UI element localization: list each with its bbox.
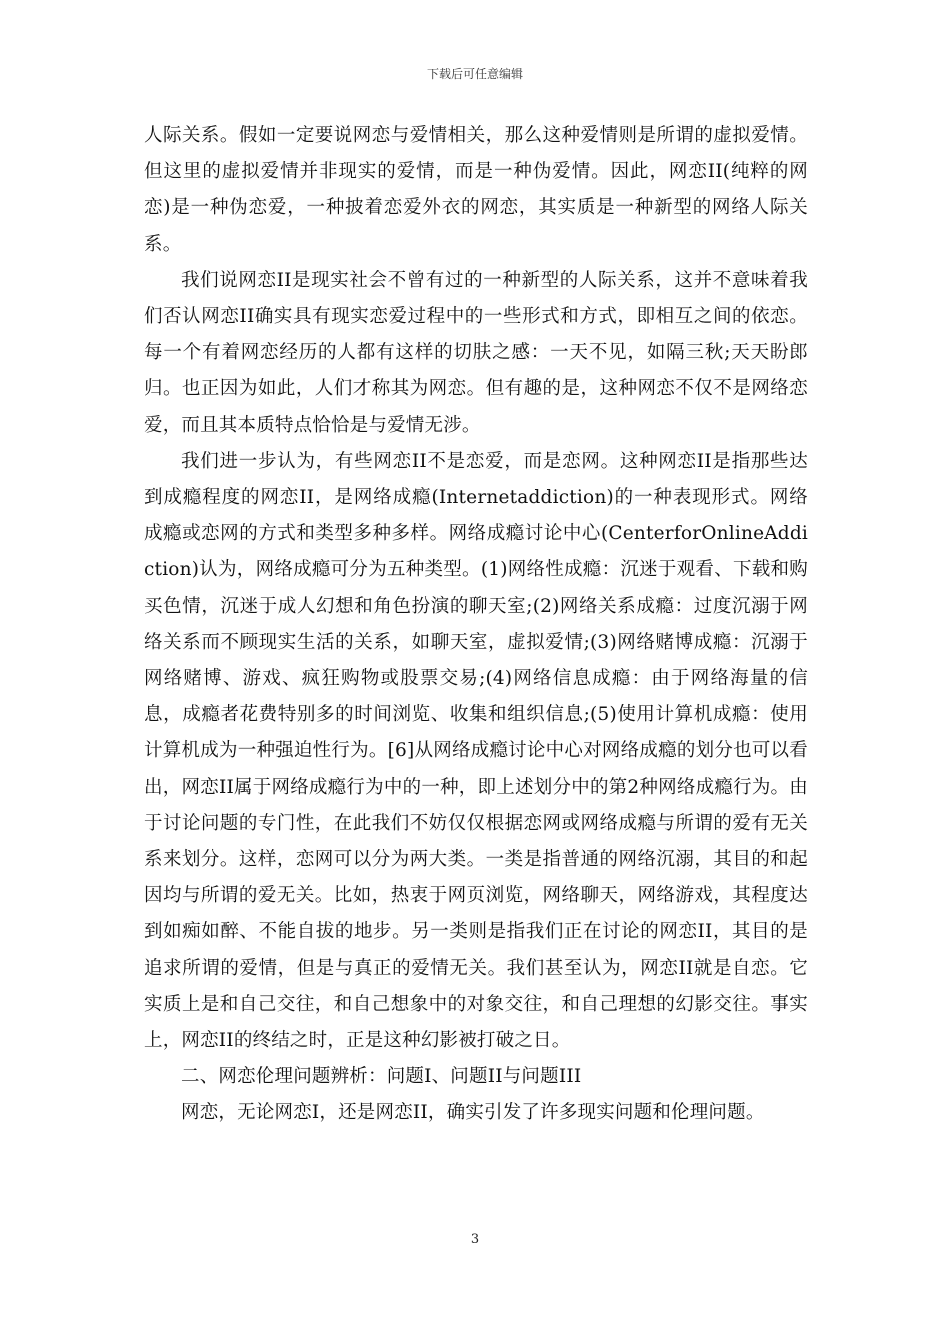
page-header: 下载后可任意编辑	[426, 67, 523, 81]
document-body	[144, 118, 808, 1132]
paragraph: 网恋，无论网恋I，还是网恋II，确实引发了许多现实问题和伦理问题。	[181, 1102, 765, 1124]
paragraph-continuation: 人际关系。假如一定要说网恋与爱情相关，那么这种爱情则是所谓的虚拟爱情。但这里的虚拟爱情并非现实的爱情，而是一种伪爱情。因此，网恋II(纯粹的网恋)是一种伪恋爱，一种披着恋爱外衣的网恋，其实质是一种新型的网络人际关系。	[144, 125, 808, 255]
section-heading: 二、网恋伦理问题辨析：问题I、问题II与问题III	[181, 1066, 582, 1088]
paragraph: 我们进一步认为，有些网恋II不是恋爱，而是恋网。这种网恋II是指那些达到成瘾程度的网恋II，是网络成瘾(Internetaddiction)的一种表现形式。网络成瘾或恋网的方式和类型多种多样。网络成瘾讨论中心(CenterforOnlineAddiction)认为，网络成瘾可分为五种类型。(1)网络性成瘾：沉迷于观看、下载和购买色情，沉迷于成人幻想和角色扮演的聊天室;(2)网络关系成瘾：过度沉溺于网络关系而不顾现实生活的关系，如聊天室，虚拟爱情;(3)网络赌博成瘾：沉溺于网络赌博、游戏、疯狂购物或股票交易;(4)网络信息成瘾：由于网络海量的信息，成瘾者花费特别多的时间浏览、收集和组织信息;(5)使用计算机成瘾：使用计算机成为一种强迫性行为。[6]从网络成瘾讨论中心对网络成瘾的划分也可以看出，网恋II属于网络成瘾行为中的一种，即上述划分中的第2种网络成瘾行为。由于讨论问题的专门性，在此我们不妨仅仅根据恋网或网络成瘾与所谓的爱有无关系来划分。这样，恋网可以分为两大类。一类是指普通的网络沉溺，其目的和起因均与所谓的爱无关。比如，热衷于网页浏览，网络聊天，网络游戏，其程度达到如痴如醉、不能自拔的地步。另一类则是指我们正在讨论的网恋II，其目的是追求所谓的爱情，但是与真正的爱情无关。我们甚至认为，网恋II就是自恋。它实质上是和自己交往，和自己想象中的对象交往，和自己理想的幻影交往。事实上，网恋II的终结之时，正是这种幻影被打破之日。	[144, 450, 808, 1052]
paragraph: 我们说网恋II是现实社会不曾有过的一种新型的人际关系，这并不意味着我们否认网恋II确实具有现实恋爱过程中的一些形式和方式，即相互之间的依恋。每一个有着网恋经历的人都有这样的切肤之感：一天不见，如隔三秋;天天盼郎归。也正因为如此，人们才称其为网恋。但有趣的是，这种网恋不仅不是网络恋爱，而且其本质特点恰恰是与爱情无涉。	[144, 269, 808, 436]
page-number: 3	[470, 1232, 480, 1247]
